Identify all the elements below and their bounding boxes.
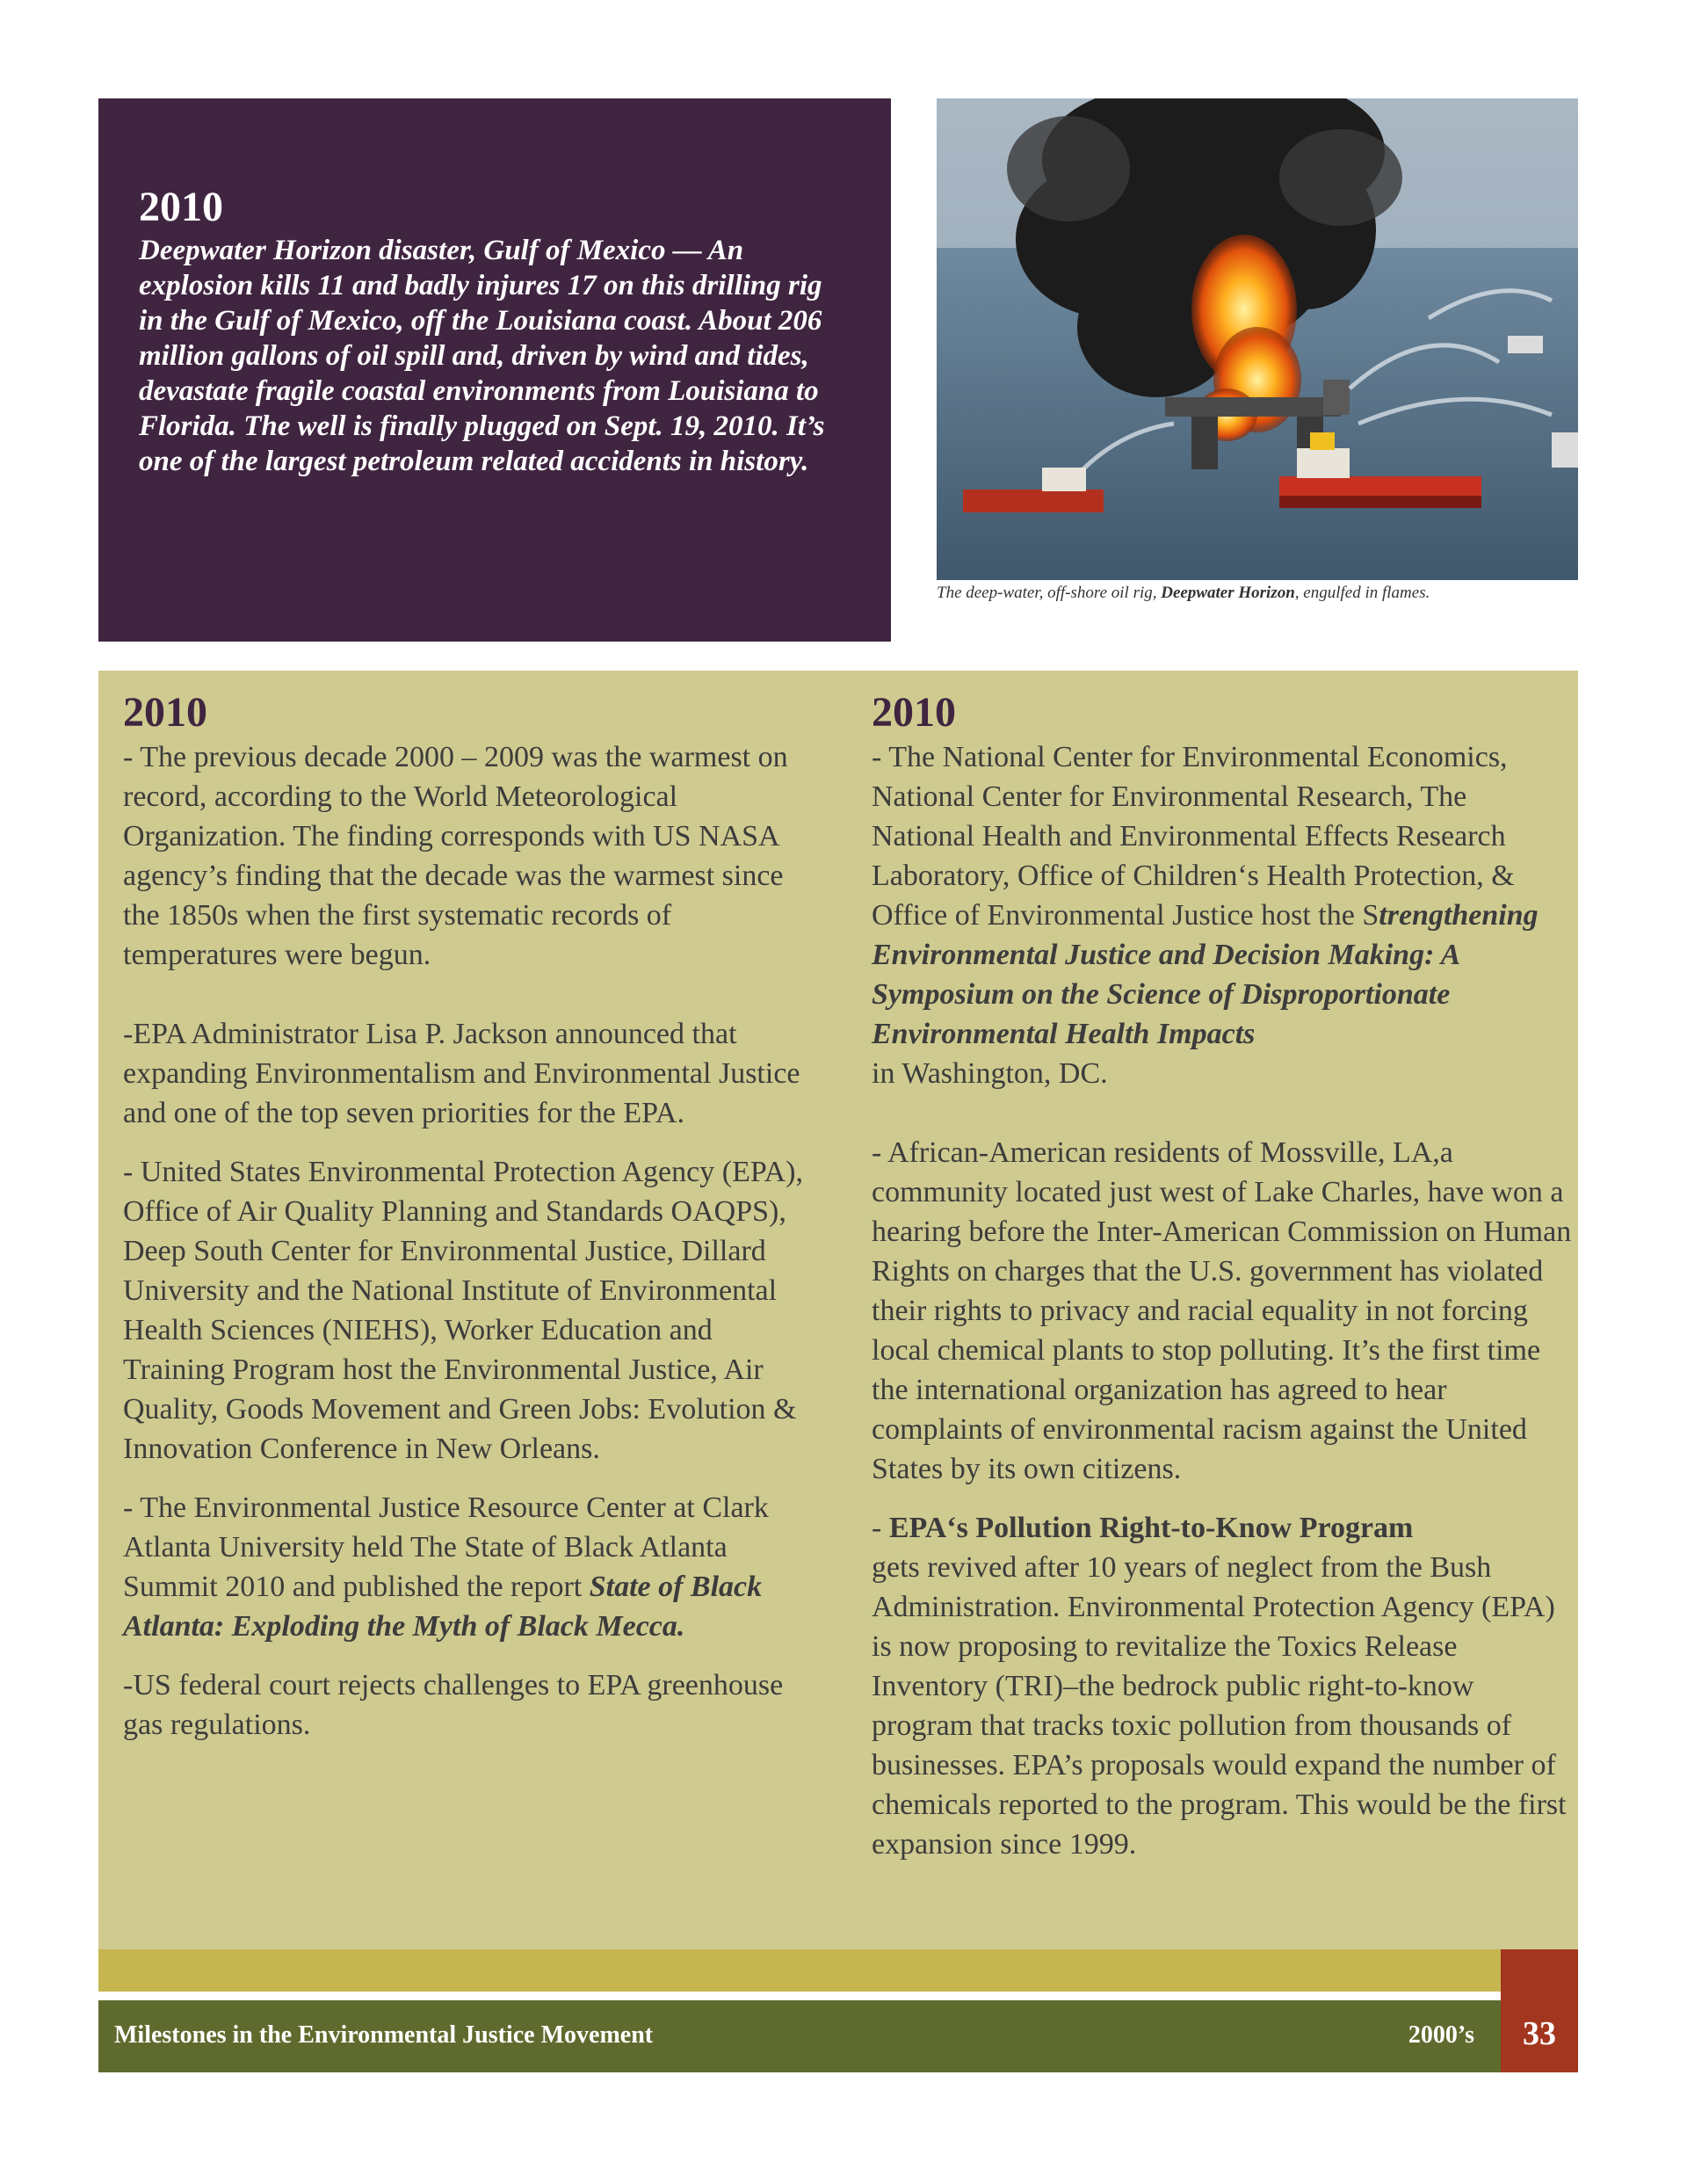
feature-text: Deepwater Horizon disaster, Gulf of Mexico — An explosion kills 11 and badly injures 17 on this drilling rig in the Gulf of Mexico, off the Louisiana coast. About 206 million gallons of oil spill and, driven by wind and tides, devastate fragile coastal environments from Louisiana to Florida. The well is finally plugged on Sept. 19, 2010. It’s one of the largest petroleum related accidents in history.: [139, 235, 825, 477]
right-year: 2010: [872, 689, 956, 736]
left-column: [123, 688, 817, 1745]
right-entry-3-text: gets revived after 10 years of neglect from the Bush Administration. Environmental Protection Agency (EPA) is now proposing to revitalize the Toxics Release Inventory (TRI)–the bedrock public right-to-know program that tracks toxic pollution from thousands of businesses. EPA’s proposals would expand the number of chemicals reported to the program. This would be the first expansion since 1999.: [872, 1551, 1567, 1861]
caption-bold: Deepwater Horizon: [1161, 584, 1295, 602]
right-entry-3: [872, 1508, 1575, 1864]
right-entry-1-end: in Washington, DC.: [872, 1057, 1108, 1090]
page-number: 33: [1501, 1949, 1578, 2072]
left-entry-4-text: - The Environmental Justice Resource Center at Clark Atlanta University held The State of Black Atlanta Summit 2010 and published the report: [123, 1491, 769, 1603]
left-entry-3: - United States Environmental Protection Agency (EPA), Office of Air Quality Planning and Standards OAQPS), Deep South Center for Environmental Justice, Dillard University and the National Institute of Environmental Health Sciences (NIEHS), Worker Education and Training Program host the Environmental Justice, Air Quality, Goods Movement and Green Jobs: Evolution & Innovation Conference in New Orleans.: [123, 1156, 803, 1465]
report-title: State of Black Atlanta: Exploding the Myth of Black Mecca.: [123, 1571, 763, 1643]
caption-post: , engulfed in flames.: [1294, 584, 1430, 602]
feature-box: [98, 98, 891, 642]
footer-title: Milestones in the Environmental Justice Movement: [114, 2021, 654, 2049]
content-panel: [98, 671, 1578, 1949]
photo-caption: [937, 584, 1578, 603]
right-entry-2: - African-American residents of Mossville, LA,a community located just west of Lake Charles, have won a hearing before the Inter-American Commission on Human Rights on charges that the U.S. government has violated their rights to privacy and racial equality in not forcing local chemical plants to stop polluting. It’s the first time the international organization has agreed to hear complaints of environmental racism against the United States by its own citizens.: [872, 1136, 1572, 1485]
footer-bar: [98, 2000, 1501, 2072]
footer-era: 2000’s: [1408, 2021, 1474, 2049]
feature-year: 2010: [139, 184, 223, 230]
right-entry-1: [872, 737, 1575, 1093]
symposium-title: trengthening Environmental Justice and Decision Making: A Symposium on the Science of Disproportionate Environmental Health Impacts: [872, 899, 1539, 1050]
right-column: [872, 688, 1575, 1864]
left-entry-2: -EPA Administrator Lisa P. Jackson announced that expanding Environmentalism and Environmental Justice and one of the top seven priorities for the EPA.: [123, 1018, 800, 1129]
left-entry-4: [123, 1488, 817, 1646]
right-entry-1-text: - The National Center for Environmental Economics, National Center for Environmental Research, The National Health and Environmental Effects Research Laboratory, Office of Children‘s Health Protection, & Office of Environmental Justice host the S: [872, 741, 1515, 932]
footer-gold-band: [98, 1949, 1501, 1992]
caption-pre: The deep-water, off-shore oil rig,: [937, 584, 1162, 602]
program-name: EPA‘s Pollution Right-to-Know Program: [888, 1512, 1414, 1544]
right-entry-3-dash: -: [872, 1512, 889, 1544]
left-entry-1: - The previous decade 2000 – 2009 was the warmest on record, according to the World Meteorological Organization. The finding corresponds with US NASA agency’s finding that the decade was the warmest since the 1850s when the first systematic records of temperatures were begun.: [123, 741, 788, 971]
left-year: 2010: [123, 689, 207, 736]
oil-rig-fire-photo: [937, 98, 1578, 580]
left-entry-5: -US federal court rejects challenges to EPA greenhouse gas regulations.: [123, 1669, 784, 1741]
